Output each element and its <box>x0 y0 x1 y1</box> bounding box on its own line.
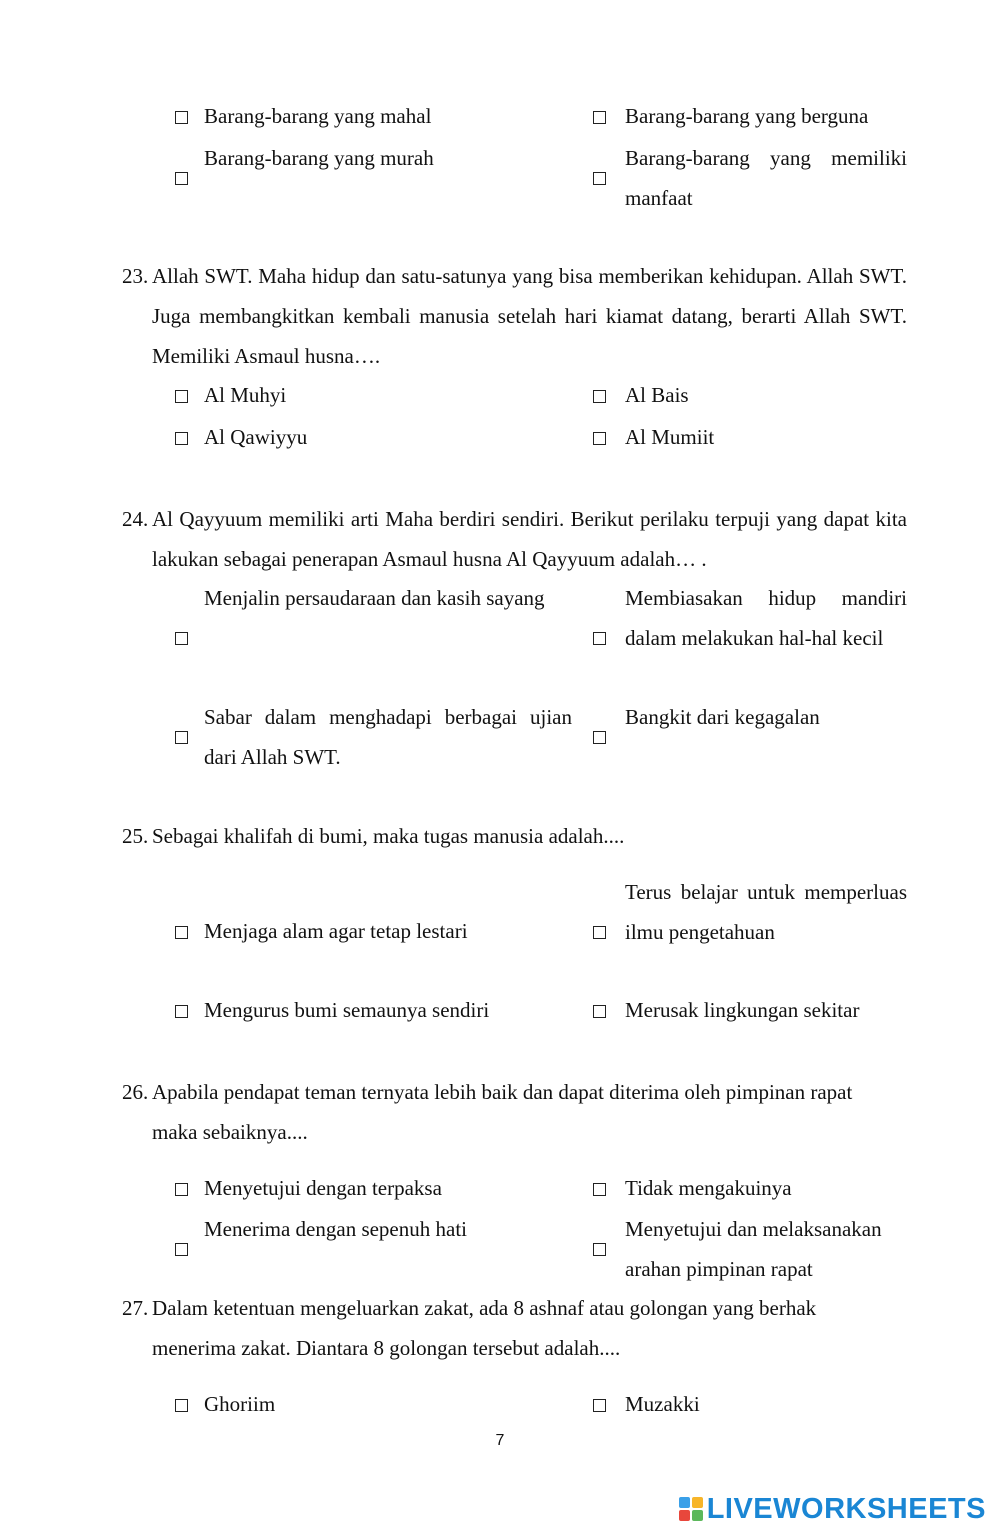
option-q23-c: Al Qawiyyu <box>204 425 308 449</box>
liveworksheets-logo-icon <box>679 1497 703 1521</box>
checkbox-q24-c[interactable] <box>175 731 188 744</box>
checkbox-q24-d[interactable] <box>593 731 606 744</box>
option-q26-a: Menyetujui dengan terpaksa <box>204 1176 442 1200</box>
checkbox-q24-a[interactable] <box>175 632 188 645</box>
option-q24-a: Menjalin persaudaraan dan kasih sayang <box>204 586 545 610</box>
question-number-23: 23. <box>122 264 149 288</box>
question-text-24: Al Qayyuum memiliki arti Maha berdiri sendiri. Berikut perilaku terpuji yang dapat kita lakukan sebagai penerapan Asmaul husna Al Qayyuum adalah… . <box>152 507 907 571</box>
option-q27-a: Ghoriim <box>204 1392 276 1416</box>
checkbox-q22-c[interactable] <box>175 172 188 185</box>
checkbox-q25-c[interactable] <box>175 1005 188 1018</box>
checkbox-q23-a[interactable] <box>175 390 188 403</box>
option-q22-c: Barang-barang yang murah <box>204 146 434 170</box>
checkbox-q26-b[interactable] <box>593 1183 606 1196</box>
option-q25-c: Mengurus bumi semaunya sendiri <box>204 998 490 1022</box>
question-text-23: Allah SWT. Maha hidup dan satu-satunya yang bisa memberikan kehidupan. Allah SWT. Juga membangkitkan kembali manusia setelah hari kiamat datang, berarti Allah SWT. Memiliki Asmaul husna…. <box>152 264 907 368</box>
option-q25-b: Terus belajar untuk memperluas ilmu pengetahuan <box>625 880 907 944</box>
option-q25-d: Merusak lingkungan sekitar <box>625 998 860 1022</box>
option-q23-d: Al Mumiit <box>625 425 715 449</box>
question-text-25: Sebagai khalifah di bumi, maka tugas manusia adalah.... <box>152 824 625 848</box>
checkbox-q26-a[interactable] <box>175 1183 188 1196</box>
option-q23-a: Al Muhyi <box>204 383 287 407</box>
checkbox-q22-b[interactable] <box>593 111 606 124</box>
checkbox-q22-d[interactable] <box>593 172 606 185</box>
question-text-27: Dalam ketentuan mengeluarkan zakat, ada 8 ashnaf atau golongan yang berhak menerima zakat. Diantara 8 golongan tersebut adalah.... <box>152 1296 817 1360</box>
checkbox-q25-d[interactable] <box>593 1005 606 1018</box>
question-number-27: 27. <box>122 1296 149 1320</box>
option-q26-c: Menerima dengan sepenuh hati <box>204 1217 467 1241</box>
question-number-26: 26. <box>122 1080 149 1104</box>
question-number-25: 25. <box>122 824 149 848</box>
question-text-26: Apabila pendapat teman ternyata lebih baik dan dapat diterima oleh pimpinan rapat maka sebaiknya.... <box>152 1080 853 1144</box>
option-q26-b: Tidak mengakuinya <box>625 1176 792 1200</box>
option-q24-b: Membiasakan hidup mandiri dalam melakukan hal-hal kecil <box>625 586 907 650</box>
option-q26-d: Menyetujui dan melaksanakan arahan pimpinan rapat <box>625 1217 882 1281</box>
checkbox-q23-b[interactable] <box>593 390 606 403</box>
checkbox-q27-b[interactable] <box>593 1399 606 1412</box>
option-q22-a: Barang-barang yang mahal <box>204 104 432 128</box>
option-q27-b: Muzakki <box>625 1392 700 1416</box>
checkbox-q25-a[interactable] <box>175 926 188 939</box>
page-number: 7 <box>495 1432 505 1449</box>
checkbox-q26-c[interactable] <box>175 1243 188 1256</box>
brand-watermark[interactable] <box>679 1493 986 1525</box>
option-q25-a: Menjaga alam agar tetap lestari <box>204 919 468 943</box>
checkbox-q23-d[interactable] <box>593 432 606 445</box>
option-q23-b: Al Bais <box>625 383 689 407</box>
checkbox-q23-c[interactable] <box>175 432 188 445</box>
option-q24-c: Sabar dalam menghadapi berbagai ujian dari Allah SWT. <box>204 705 572 769</box>
checkbox-q26-d[interactable] <box>593 1243 606 1256</box>
checkbox-q27-a[interactable] <box>175 1399 188 1412</box>
checkbox-q22-a[interactable] <box>175 111 188 124</box>
option-q24-d: Bangkit dari kegagalan <box>625 705 820 729</box>
checkbox-q25-b[interactable] <box>593 926 606 939</box>
option-q22-b: Barang-barang yang berguna <box>625 104 869 128</box>
option-q22-d: Barang-barang yang memiliki manfaat <box>625 146 907 210</box>
question-number-24: 24. <box>122 507 149 531</box>
checkbox-q24-b[interactable] <box>593 632 606 645</box>
brand-name: LIVEWORKSHEETS <box>706 1492 986 1525</box>
